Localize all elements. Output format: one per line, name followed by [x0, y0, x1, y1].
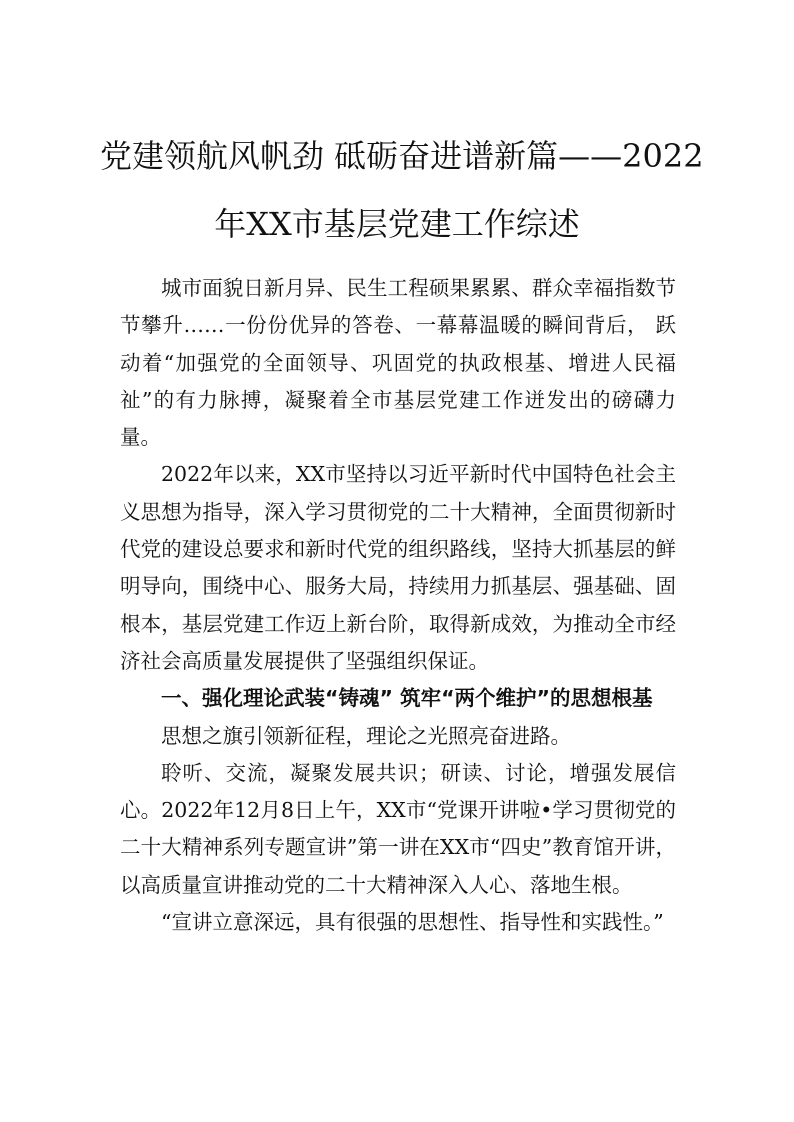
- section-paragraph: 聆听、交流，凝聚发展共识；研读、讨论，增强发展信心。2022年12月8日上午，XX市“党课开讲啦•学习贯彻党的二十大精神系列专题宣讲”第一讲在XX市“四史”教育馆开讲，以高质量宣讲推动党的二十大精神深入人心、落地生根。: [120, 760, 676, 897]
- document-body: [120, 270, 676, 941]
- title-line-1: 党建领航风帆劲 砥砺奋进谱新篇——2022: [100, 137, 704, 175]
- document-title: [100, 122, 704, 258]
- section-paragraph: “宣讲立意深远，具有很强的思想性、指导性和实践性。”: [161, 910, 664, 935]
- intro-paragraph: 城市面貌日新月异、民生工程硕果累累、群众幸福指数节节攀升……一份份优异的答卷、一幕幕温暖的瞬间背后， 跃动着“加强党的全面领导、巩固党的执政根基、增进人民福祉”的有力脉搏，凝聚着全市基层党建工作迸发出的磅礴力量。: [120, 276, 676, 450]
- section-heading: 一、强化理论武装“铸魂” 筑牢“两个维护”的思想根基: [161, 686, 653, 711]
- section-paragraph: 思想之旗引领新征程，理论之光照亮奋进路。: [161, 723, 571, 748]
- title-line-2: 年XX市基层党建工作综述: [214, 205, 580, 243]
- overview-paragraph: 2022年以来，XX市坚持以习近平新时代中国特色社会主义思想为指导，深入学习贯彻党的二十大精神，全面贯彻新时代党的建设总要求和新时代党的组织路线，坚持大抓基层的鲜明导向，围绕中心、服务大局，持续用力抓基层、强基础、固根本，基层党建工作迈上新台阶，取得新成效，为推动全市经济社会高质量发展提供了坚强组织保证。: [120, 462, 676, 673]
